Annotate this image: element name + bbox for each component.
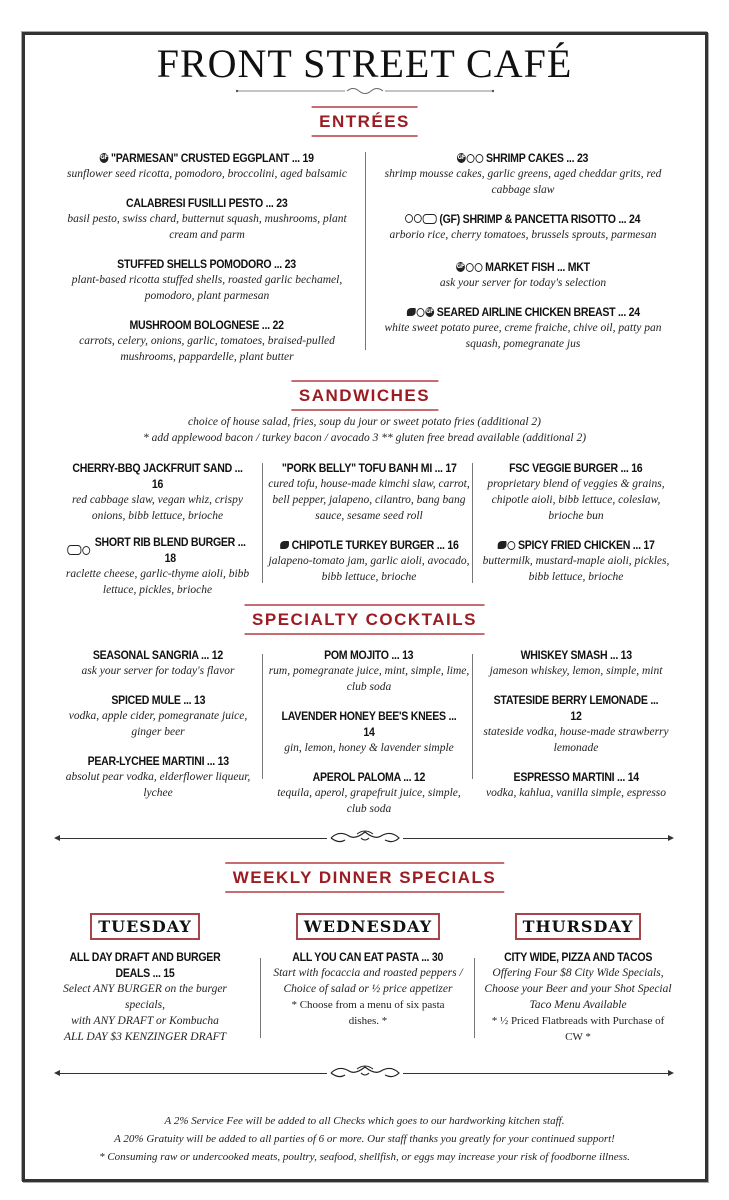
- entree-item: [62, 314, 352, 365]
- day-label: WEDNESDAY: [296, 913, 440, 940]
- item-title: CHERRY-BBQ JACKFRUIT SAND ... 16: [72, 461, 243, 491]
- dairy-icon: [475, 263, 483, 272]
- column-divider: [365, 152, 366, 350]
- entree-item: [62, 144, 352, 182]
- item-title: WHISKEY SMASH ... 13: [520, 648, 632, 662]
- footer-consumption-warning: * Consuming raw or undercooked meats, poultry, seafood, shellfish, or eggs may increase your risk of foodborne illness.: [99, 1151, 630, 1163]
- special-name: ALL DAY DRAFT AND BURGER DEALS ... 15: [69, 950, 221, 980]
- item-description: basil pesto, swiss chard, butternut squash, mushrooms, plant cream and parm: [67, 213, 347, 241]
- dietary-icons: [405, 214, 437, 224]
- sandwich-item: [476, 457, 676, 524]
- item-title: STUFFED SHELLS POMODORO ... 23: [117, 257, 297, 271]
- special-thursday: [478, 913, 678, 1045]
- item-title: (GF) SHRIMP & PANCETTA RISOTTO ... 24: [439, 211, 641, 226]
- entree-item: [62, 192, 352, 243]
- gluten-free-icon: GF: [456, 263, 465, 270]
- special-footnote: * ½ Priced Flatbreads with Purchase of: [491, 1015, 665, 1027]
- special-description: with ANY DRAFT or Kombucha: [71, 1015, 219, 1027]
- dietary-icons: [457, 153, 483, 163]
- poultry-icon: [406, 308, 415, 316]
- item-title: SPICY FRIED CHICKEN ... 17: [517, 538, 655, 552]
- item-name: [406, 304, 639, 320]
- item-name: [405, 211, 640, 227]
- sandwich-item: [266, 534, 472, 585]
- special-wednesday: [262, 913, 474, 1029]
- item-description: carrots, celery, onions, garlic, tomatoes, braised-pulled mushrooms, pappardelle, plant butter: [79, 335, 335, 363]
- item-description: buttermilk, mustard-maple aioli, pickles, bibb lettuce, brioche: [482, 555, 670, 583]
- cocktail-item: [476, 689, 676, 756]
- item-description: ask your server for today's flavor: [81, 665, 235, 677]
- footer-service-fee: A 2% Service Fee will be added to all Checks which goes to our hardworking kitchen staff.: [164, 1115, 565, 1127]
- special-description: ALL DAY $3 KENZINGER DRAFT: [63, 1031, 227, 1043]
- sandwiches-column-3: [476, 457, 676, 595]
- item-title: FSC VEGGIE BURGER ... 16: [509, 461, 643, 475]
- cocktail-item: [476, 644, 676, 679]
- item-title: ESPRESSO MARTINI ... 14: [513, 770, 639, 784]
- item-name: [509, 460, 642, 476]
- sandwiches-column-1: [55, 457, 260, 608]
- sandwich-note-2: * add applewood bacon / turkey bacon / avocado 3 ** gluten free bread available (additional 2): [142, 432, 587, 444]
- item-description: stateside vodka, house-made strawberry lemonade: [483, 726, 669, 754]
- item-name: [457, 150, 588, 166]
- item-name: [488, 692, 664, 724]
- egg-icon: [414, 214, 422, 223]
- item-name: [282, 460, 457, 476]
- item-name: [126, 195, 287, 211]
- item-name: [67, 534, 247, 566]
- item-description: absolut pear vodka, elderflower liqueur, lychee: [65, 771, 251, 799]
- cocktails-column-1: [58, 644, 258, 811]
- item-name: [111, 692, 205, 708]
- poultry-icon: [280, 541, 289, 549]
- sandwiches-column-2: [266, 457, 472, 595]
- cocktails-column-2: [266, 644, 472, 827]
- dairy-icon: [476, 154, 484, 163]
- item-name: [130, 317, 284, 333]
- item-description: tequila, aperol, grapefruit juice, simple, club soda: [277, 787, 461, 815]
- column-divider: [262, 654, 263, 779]
- item-title: SHRIMP CAKES ... 23: [486, 151, 589, 165]
- page-title: FRONT STREET CAFÉ: [156, 41, 573, 86]
- pork-icon: [67, 545, 81, 555]
- special-name: CITY WIDE, PIZZA AND TACOS: [503, 950, 653, 964]
- arrow-left-icon: [54, 1070, 60, 1076]
- entree-item: [62, 253, 352, 304]
- dietary-icons: [67, 545, 90, 555]
- sandwich-item: [55, 457, 260, 524]
- column-divider: [260, 958, 261, 1038]
- section-heading-sandwiches: SANDWICHES: [291, 380, 438, 411]
- item-description: white sweet potato puree, creme fraiche, chive oil, patty pan squash, pomegranate jus: [384, 322, 662, 350]
- sandwich-item: [266, 457, 472, 524]
- arrow-right-icon: [668, 835, 674, 841]
- item-title: MARKET FISH ... MKT: [485, 260, 590, 274]
- gluten-free-icon: GF: [425, 308, 434, 315]
- flourish-divider-icon: [235, 86, 495, 96]
- item-name: [513, 769, 638, 785]
- special-footnote: * Choose from a menu of six pasta: [291, 999, 445, 1011]
- dairy-icon: [405, 214, 413, 223]
- sandwich-note-1: choice of house salad, fries, soup du jour or sweet potato fries (additional 2): [188, 416, 541, 428]
- cocktail-item: [58, 689, 258, 740]
- item-description: shrimp mousse cakes, garlic greens, aged cheddar grits, red cabbage slaw: [384, 168, 662, 196]
- cocktail-item: [476, 766, 676, 801]
- day-label: TUESDAY: [90, 913, 200, 940]
- arrow-left-icon: [54, 835, 60, 841]
- item-description: jalapeno-tomato jam, garlic aioli, avocado, bibb lettuce, brioche: [268, 555, 470, 583]
- column-divider: [262, 463, 263, 583]
- item-title: "PORK BELLY" TOFU BANH MI ... 17: [281, 461, 457, 475]
- dairy-icon: [416, 308, 424, 317]
- item-description: sunflower seed ricotta, pomodoro, broccolini, aged balsamic: [67, 168, 347, 180]
- dietary-icons: [456, 262, 482, 272]
- item-title: STATESIDE BERRY LEMONADE ... 12: [493, 693, 659, 723]
- item-title: SEASONAL SANGRIA ... 12: [92, 648, 224, 662]
- dietary-icons: [280, 541, 289, 549]
- item-name: [87, 753, 228, 769]
- cocktail-item: [58, 644, 258, 679]
- dietary-icons: [100, 153, 109, 163]
- dietary-icons: [406, 307, 433, 317]
- item-name: [324, 647, 413, 663]
- item-title: SEARED AIRLINE CHICKEN BREAST ... 24: [436, 305, 640, 319]
- cocktail-item: [266, 705, 472, 756]
- arrow-right-icon: [668, 1070, 674, 1076]
- item-title: CALABRESI FUSILLI PESTO ... 23: [126, 196, 288, 210]
- fish-icon: [466, 263, 474, 272]
- item-description: plant-based ricotta stuffed shells, roasted garlic bechamel, pomodoro, plant parmesan: [71, 274, 343, 302]
- item-name: [67, 460, 247, 492]
- footer-gratuity: A 20% Gratuity will be added to all parties of 6 or more. Our staff thanks you greatly for your continued support!: [114, 1133, 615, 1145]
- item-name: [498, 537, 655, 553]
- special-description: Offering Four $8 City Wide Specials,: [492, 967, 664, 979]
- section-heading-entrees: ENTRÉES: [311, 106, 418, 137]
- item-name: [93, 647, 223, 663]
- entrees-right-column: [378, 144, 668, 362]
- item-title: SHORT RIB BLEND BURGER ... 18: [94, 535, 246, 565]
- column-divider: [474, 958, 475, 1038]
- item-title: MUSHROOM BOLOGNESE ... 22: [129, 318, 285, 332]
- item-description: gin, lemon, honey & lavender simple: [284, 742, 454, 754]
- special-description: Choose your Beer and your Shot Special: [484, 983, 672, 995]
- item-title: SPICED MULE ... 13: [111, 693, 205, 707]
- item-title: LAVENDER HONEY BEE'S KNEES ... 14: [281, 709, 457, 739]
- item-name: [313, 769, 425, 785]
- cocktail-item: [266, 766, 472, 817]
- item-description: vodka, kahlua, vanilla simple, espresso: [485, 787, 667, 799]
- item-description: proprietary blend of veggies & grains, chipotle aioli, bibb lettuce, coleslaw, brioche bun: [487, 478, 665, 522]
- item-description: cured tofu, house-made kimchi slaw, carrot, bell pepper, jalapeno, cilantro, bang bang sauce, sesame seed roll: [268, 478, 470, 522]
- cocktail-item: [266, 644, 472, 695]
- entrees-left-column: [62, 144, 352, 375]
- item-description: rum, pomegranate juice, mint, simple, lime, club soda: [268, 665, 470, 693]
- item-name: [280, 537, 458, 553]
- item-title: POM MOJITO ... 13: [324, 648, 414, 662]
- item-name: [520, 647, 631, 663]
- special-description: Choice of salad or ½ price appetizer: [283, 983, 453, 995]
- entree-item: [378, 208, 668, 243]
- item-description: raclette cheese, garlic-thyme aioli, bibb lettuce, pickles, brioche: [65, 568, 250, 596]
- item-description: arborio rice, cherry tomatoes, brussels sprouts, parmesan: [389, 229, 657, 241]
- dietary-icons: [498, 541, 516, 550]
- sandwich-item: [476, 534, 676, 585]
- pork-icon: [423, 214, 437, 224]
- special-footnote: CW *: [565, 1031, 591, 1043]
- flourish-ornament-icon: [327, 828, 403, 846]
- cocktails-column-3: [476, 644, 676, 811]
- cocktail-item: [58, 750, 258, 801]
- item-title: PEAR-LYCHEE MARTINI ... 13: [87, 754, 229, 768]
- dairy-icon: [507, 541, 515, 550]
- sandwich-item: [55, 534, 260, 598]
- item-description: vodka, apple cider, pomegranate juice, ginger beer: [68, 710, 248, 738]
- item-title: "PARMESAN" CRUSTED EGGPLANT ... 19: [111, 151, 315, 165]
- item-title: APEROL PALOMA ... 12: [312, 770, 426, 784]
- column-divider: [472, 463, 473, 583]
- item-description: red cabbage slaw, vegan whiz, crispy onions, bibb lettuce, brioche: [72, 494, 243, 522]
- poultry-icon: [498, 541, 507, 549]
- egg-icon: [467, 154, 475, 163]
- entree-item: [378, 144, 668, 198]
- item-title: CHIPOTLE TURKEY BURGER ... 16: [291, 538, 459, 552]
- special-footnote: dishes. *: [348, 1015, 388, 1027]
- flourish-ornament-icon: [327, 1063, 403, 1081]
- item-name: [456, 259, 590, 275]
- special-name: ALL YOU CAN EAT PASTA ... 30: [292, 950, 444, 964]
- section-heading-cocktails: SPECIALTY COCKTAILS: [244, 604, 485, 635]
- special-description: Taco Menu Available: [529, 999, 627, 1011]
- gluten-free-icon: GF: [458, 154, 466, 161]
- special-description: Start with focaccia and roasted peppers /: [273, 967, 463, 979]
- special-description: Select ANY BURGER on the burger specials,: [63, 983, 227, 1011]
- section-heading-weekly-specials: WEEKLY DINNER SPECIALS: [225, 862, 505, 893]
- item-description: ask your server for today's selection: [439, 277, 607, 289]
- entree-item: [378, 301, 668, 352]
- item-description: jameson whiskey, lemon, simple, mint: [489, 665, 663, 677]
- column-divider: [472, 654, 473, 779]
- dairy-icon: [82, 546, 90, 555]
- item-name: [100, 150, 314, 166]
- entree-item: [378, 253, 668, 291]
- item-name: [278, 708, 459, 740]
- special-tuesday: [45, 913, 245, 1045]
- day-label: THURSDAY: [515, 913, 642, 940]
- gluten-free-icon: GF: [100, 154, 109, 161]
- footer-notes: [0, 1112, 729, 1166]
- item-name: [118, 256, 297, 272]
